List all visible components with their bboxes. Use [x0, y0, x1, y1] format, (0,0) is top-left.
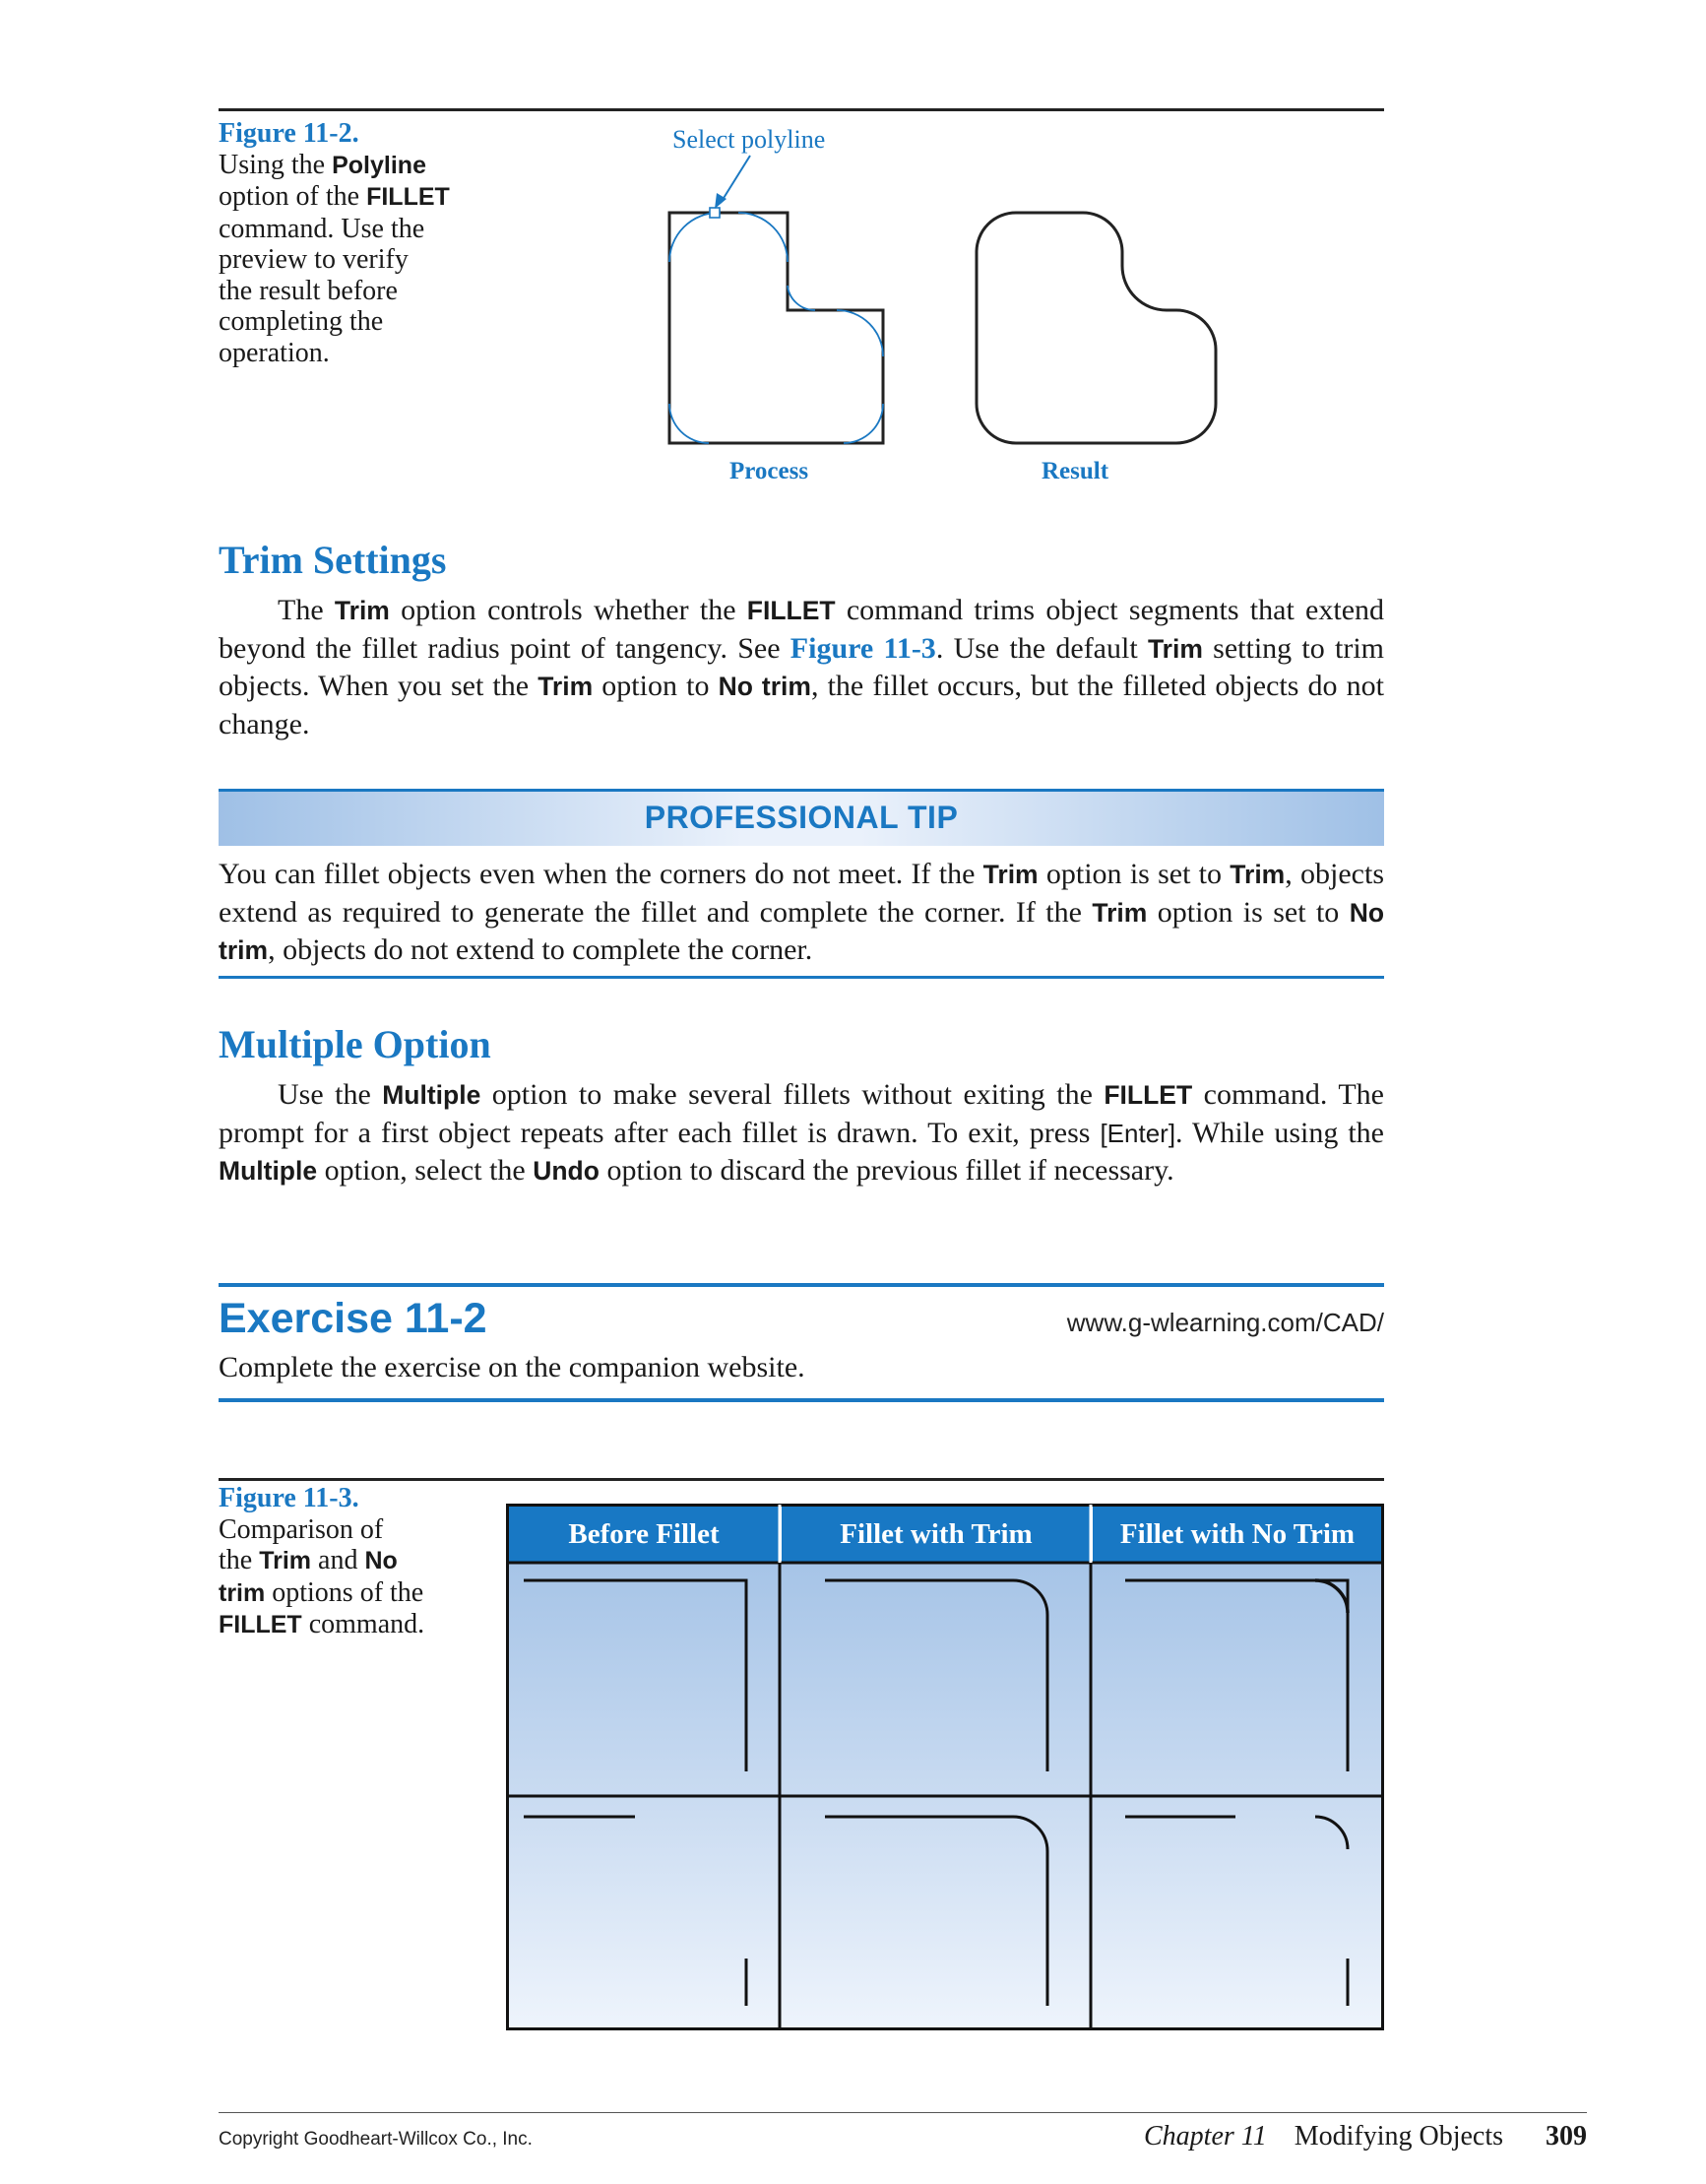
- label-process: Process: [729, 458, 809, 484]
- professional-tip-banner: [219, 789, 1384, 846]
- column-header-before-fillet: Before Fillet: [508, 1506, 780, 1563]
- row1-fillet-no-trim: [1125, 1580, 1348, 1771]
- exercise-top-rule: [219, 1283, 1384, 1287]
- multiple-option-paragraph: Use the Multiple option to make several fillets without exiting the FILLET command. The prompt for a first object repeats after each fillet is drawn. To exit, press [Enter]. While using the Multiple option, select the Undo option to discard the previous fillet if necessary.: [219, 1078, 1384, 1187]
- process-polyline: [669, 213, 883, 443]
- row2-fillet-no-trim: [1125, 1817, 1348, 2006]
- professional-tip-paragraph: You can fillet objects even when the corners do not meet. If the Trim option is set to Trim, objects extend as required to generate the fillet and complete the corner. If the Trim option is set to No trim, objects do not extend to complete the corner.: [219, 858, 1385, 966]
- callout-select-polyline: Select polyline: [672, 125, 826, 154]
- tip-bottom-rule: [219, 976, 1384, 979]
- heading-trim-settings: Trim Settings: [219, 538, 447, 582]
- chapter-label: Chapter 11 Modifying Objects: [1144, 2121, 1504, 2152]
- exercise-url[interactable]: www.g-wlearning.com/CAD/: [1066, 1308, 1384, 1337]
- label-result: Result: [1042, 458, 1109, 484]
- figure-11-3-rule: [219, 1478, 1384, 1481]
- top-rule: [219, 108, 1384, 111]
- figure-11-2-drawing: [650, 118, 1240, 492]
- exercise-text: Complete the exercise on the companion website.: [219, 1351, 805, 1383]
- row2-fillet-with-trim: [825, 1817, 1047, 2006]
- enter-key: [Enter]: [1100, 1118, 1176, 1148]
- column-header-fillet-with-trim: Fillet with Trim: [782, 1506, 1091, 1563]
- row1-before-fillet: [524, 1580, 746, 1771]
- exercise-title: Exercise 11-2: [219, 1295, 487, 1342]
- heading-multiple-option: Multiple Option: [219, 1022, 491, 1066]
- figure-title: Figure 11-2.: [219, 118, 359, 149]
- figure-title: Figure 11-3.: [219, 1483, 359, 1513]
- exercise-bottom-rule: [219, 1398, 1384, 1402]
- page-number: 309: [1546, 2121, 1587, 2152]
- pick-box: [710, 208, 720, 218]
- preview-fillets: [669, 213, 883, 443]
- comparison-table-grid: [506, 1504, 1384, 2030]
- footer-rule: [219, 2112, 1587, 2113]
- copyright-text: Copyright Goodheart-Willcox Co., Inc.: [219, 2129, 533, 2150]
- row1-fillet-with-trim: [825, 1580, 1047, 1771]
- trim-settings-paragraph: The Trim option controls whether the FILLET command trims object segments that extend beyond the fillet radius point of tangency. See Figure 11-3. Use the default Trim setting to trim objects. When you set the Trim option to No trim, the fillet occurs, but the filleted objects do not change.: [219, 594, 1385, 740]
- row2-before-fillet: [524, 1817, 746, 2006]
- column-header-fillet-no-trim: Fillet with No Trim: [1093, 1506, 1382, 1563]
- figure-reference: Figure 11-3: [790, 631, 936, 665]
- figure-11-3-caption: Figure 11-3. Comparison of the Trim and No trim options of the FILLET command.: [219, 1483, 425, 1639]
- result-polyline: [977, 213, 1216, 443]
- professional-tip-title: PROFESSIONAL TIP: [644, 800, 959, 835]
- callout-leader: [721, 156, 750, 203]
- figure-11-2-caption: Figure 11-2. Using the Polyline option of the FILLET command. Use the preview to verify the result before completing the operation.: [219, 118, 450, 368]
